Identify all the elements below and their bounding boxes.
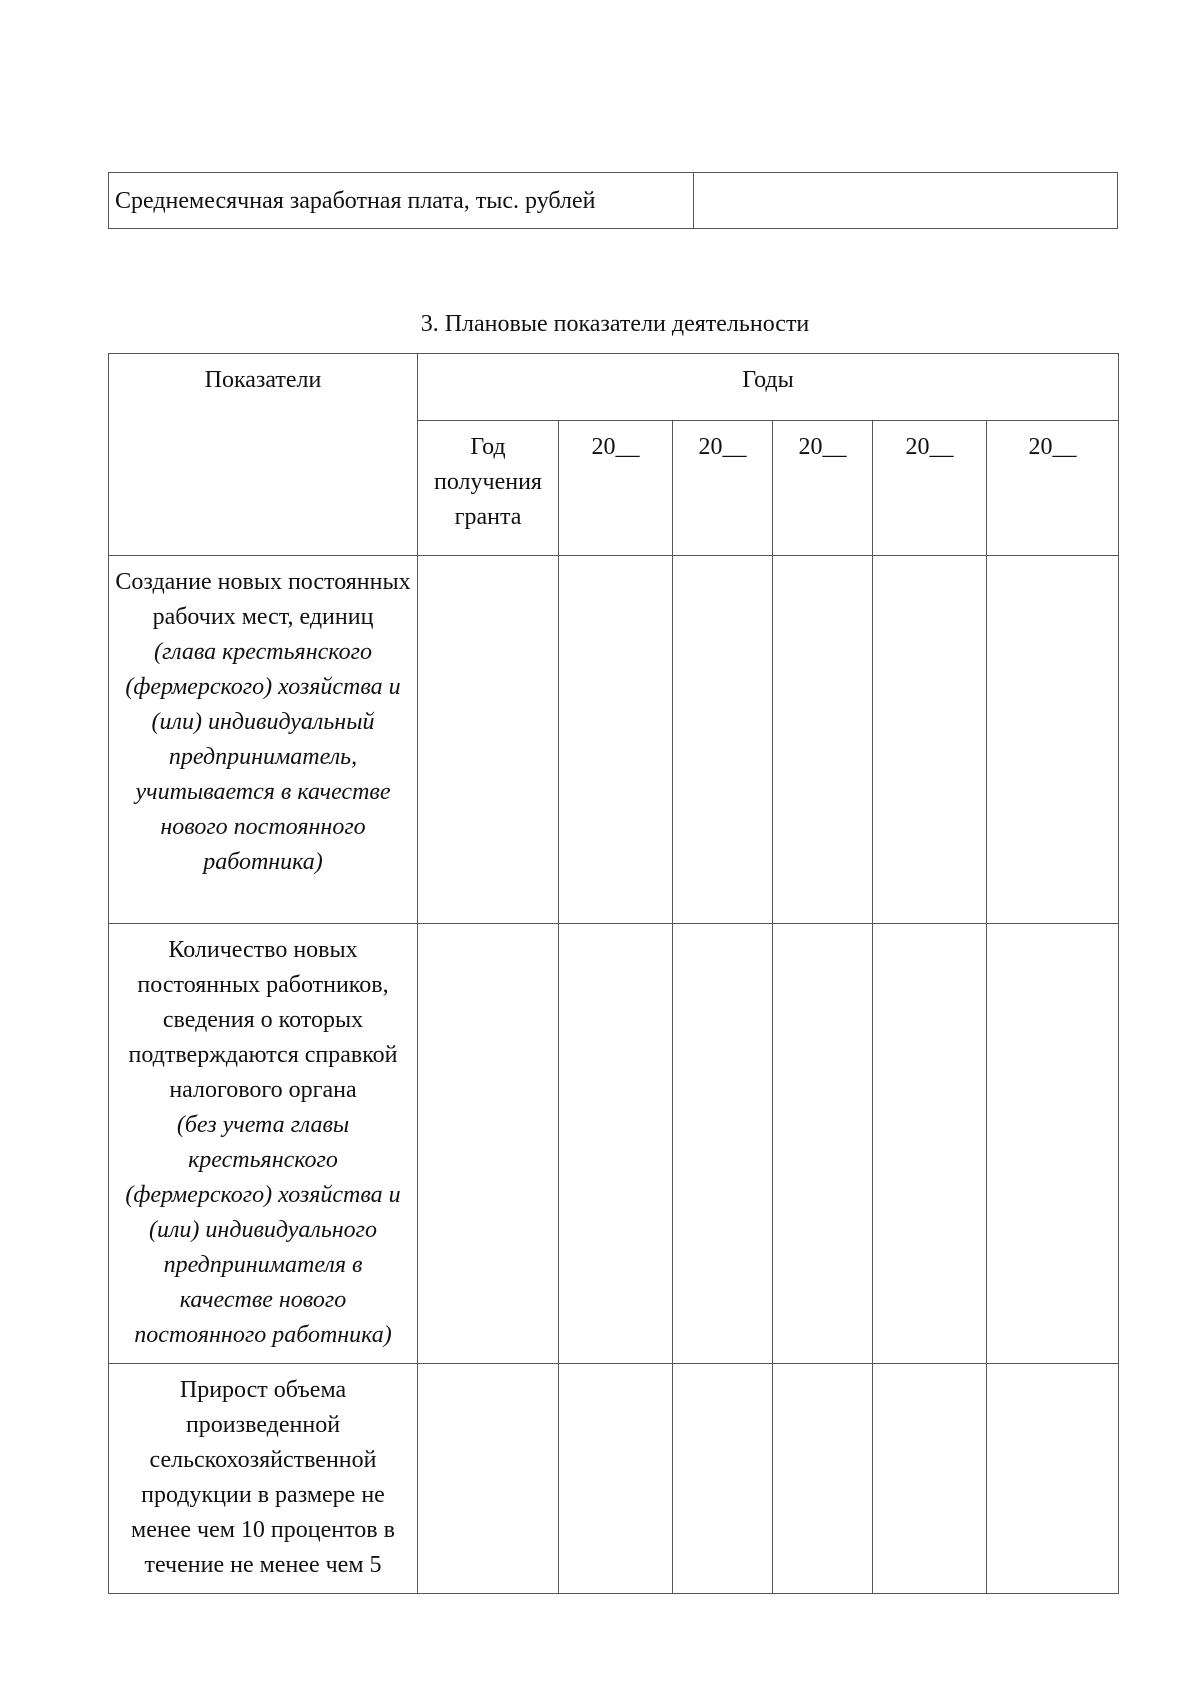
value-cell[interactable] [418, 556, 559, 924]
value-cell[interactable] [418, 1364, 559, 1594]
table-row [109, 556, 1119, 924]
value-cell[interactable] [673, 1364, 773, 1594]
header-year-4: 20__ [873, 421, 987, 556]
table-row [109, 924, 1119, 1364]
header-year-3: 20__ [773, 421, 873, 556]
value-cell[interactable] [559, 924, 673, 1364]
value-cell[interactable] [418, 924, 559, 1364]
value-cell[interactable] [987, 924, 1119, 1364]
salary-value-cell[interactable] [694, 173, 1118, 229]
salary-row [109, 173, 1118, 229]
value-cell[interactable] [773, 1364, 873, 1594]
value-cell[interactable] [987, 556, 1119, 924]
salary-label: Среднемесячная заработная плата, тыс. рублей [109, 173, 694, 229]
value-cell[interactable] [559, 1364, 673, 1594]
salary-table [108, 172, 1118, 229]
header-indicators: Показатели [109, 354, 418, 556]
value-cell[interactable] [873, 924, 987, 1364]
header-year-grant: Год получения гранта [418, 421, 559, 556]
indicator-label: Количество новых постоянных работников, сведения о которых подтверждаются справкой налогового органа [128, 937, 398, 1103]
header-row-main [109, 354, 1119, 421]
value-cell[interactable] [873, 556, 987, 924]
header-year-2: 20__ [673, 421, 773, 556]
value-cell[interactable] [773, 556, 873, 924]
indicator-label: Создание новых постоянных рабочих мест, единиц [115, 569, 411, 630]
indicator-note: (без учета главы крестьянского (фермерского) хозяйства и (или) индивидуального предпринимателя в качестве нового постоянного работника) [125, 1112, 401, 1348]
value-cell[interactable] [673, 556, 773, 924]
indicator-cell [109, 1364, 418, 1594]
value-cell[interactable] [873, 1364, 987, 1594]
value-cell[interactable] [673, 924, 773, 1364]
indicator-cell [109, 924, 418, 1364]
indicator-label: Прирост объема произведенной сельскохозяйственной продукции в размере не менее чем 10 процентов в течение не менее чем 5 [131, 1377, 395, 1578]
indicator-note: (глава крестьянского (фермерского) хозяйства и (или) индивидуальный предприниматель, учитывается в качестве нового постоянного работника) [125, 639, 401, 875]
value-cell[interactable] [987, 1364, 1119, 1594]
indicator-cell [109, 556, 418, 924]
header-year-1: 20__ [559, 421, 673, 556]
planned-indicators-table [108, 353, 1119, 1594]
value-cell[interactable] [773, 924, 873, 1364]
header-years: Годы [418, 354, 1119, 421]
table-row [109, 1364, 1119, 1594]
value-cell[interactable] [559, 556, 673, 924]
header-year-5: 20__ [987, 421, 1119, 556]
section-title: 3. Плановые показатели деятельности [420, 311, 810, 337]
